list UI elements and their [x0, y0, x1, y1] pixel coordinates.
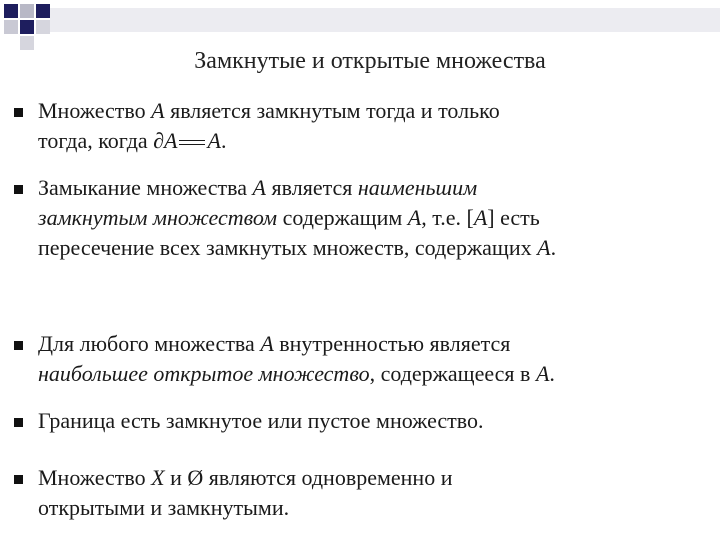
slide-title: Замкнутые и открытые множества: [194, 48, 546, 74]
bullet-square-icon: [14, 475, 23, 484]
bullet-text: Замыкание множества A является наименьшим замкнутым множеством содержащим A, т.е. [A] есть пересечение всех замкнутых множеств, содержащих A.: [38, 175, 557, 260]
bullet-square-icon: [14, 185, 23, 194]
bullet-text: Для любого множества A внутренностью является наибольшее открытое множество, содержащееся в A.: [38, 331, 555, 386]
bullet-text: Множество A является замкнутым тогда и только тогда, когда ∂A A.: [38, 98, 500, 153]
bullet-square-icon: [14, 341, 23, 350]
bullet-text: Граница есть замкнутое или пустое множество.: [38, 408, 484, 433]
bullet-square-icon: [14, 418, 23, 427]
bullet-square-icon: [14, 108, 23, 117]
bullet-text: Множество X и Ø являются одновременно и открытыми и замкнутыми.: [38, 465, 453, 520]
equals-sign-icon: [179, 138, 205, 148]
